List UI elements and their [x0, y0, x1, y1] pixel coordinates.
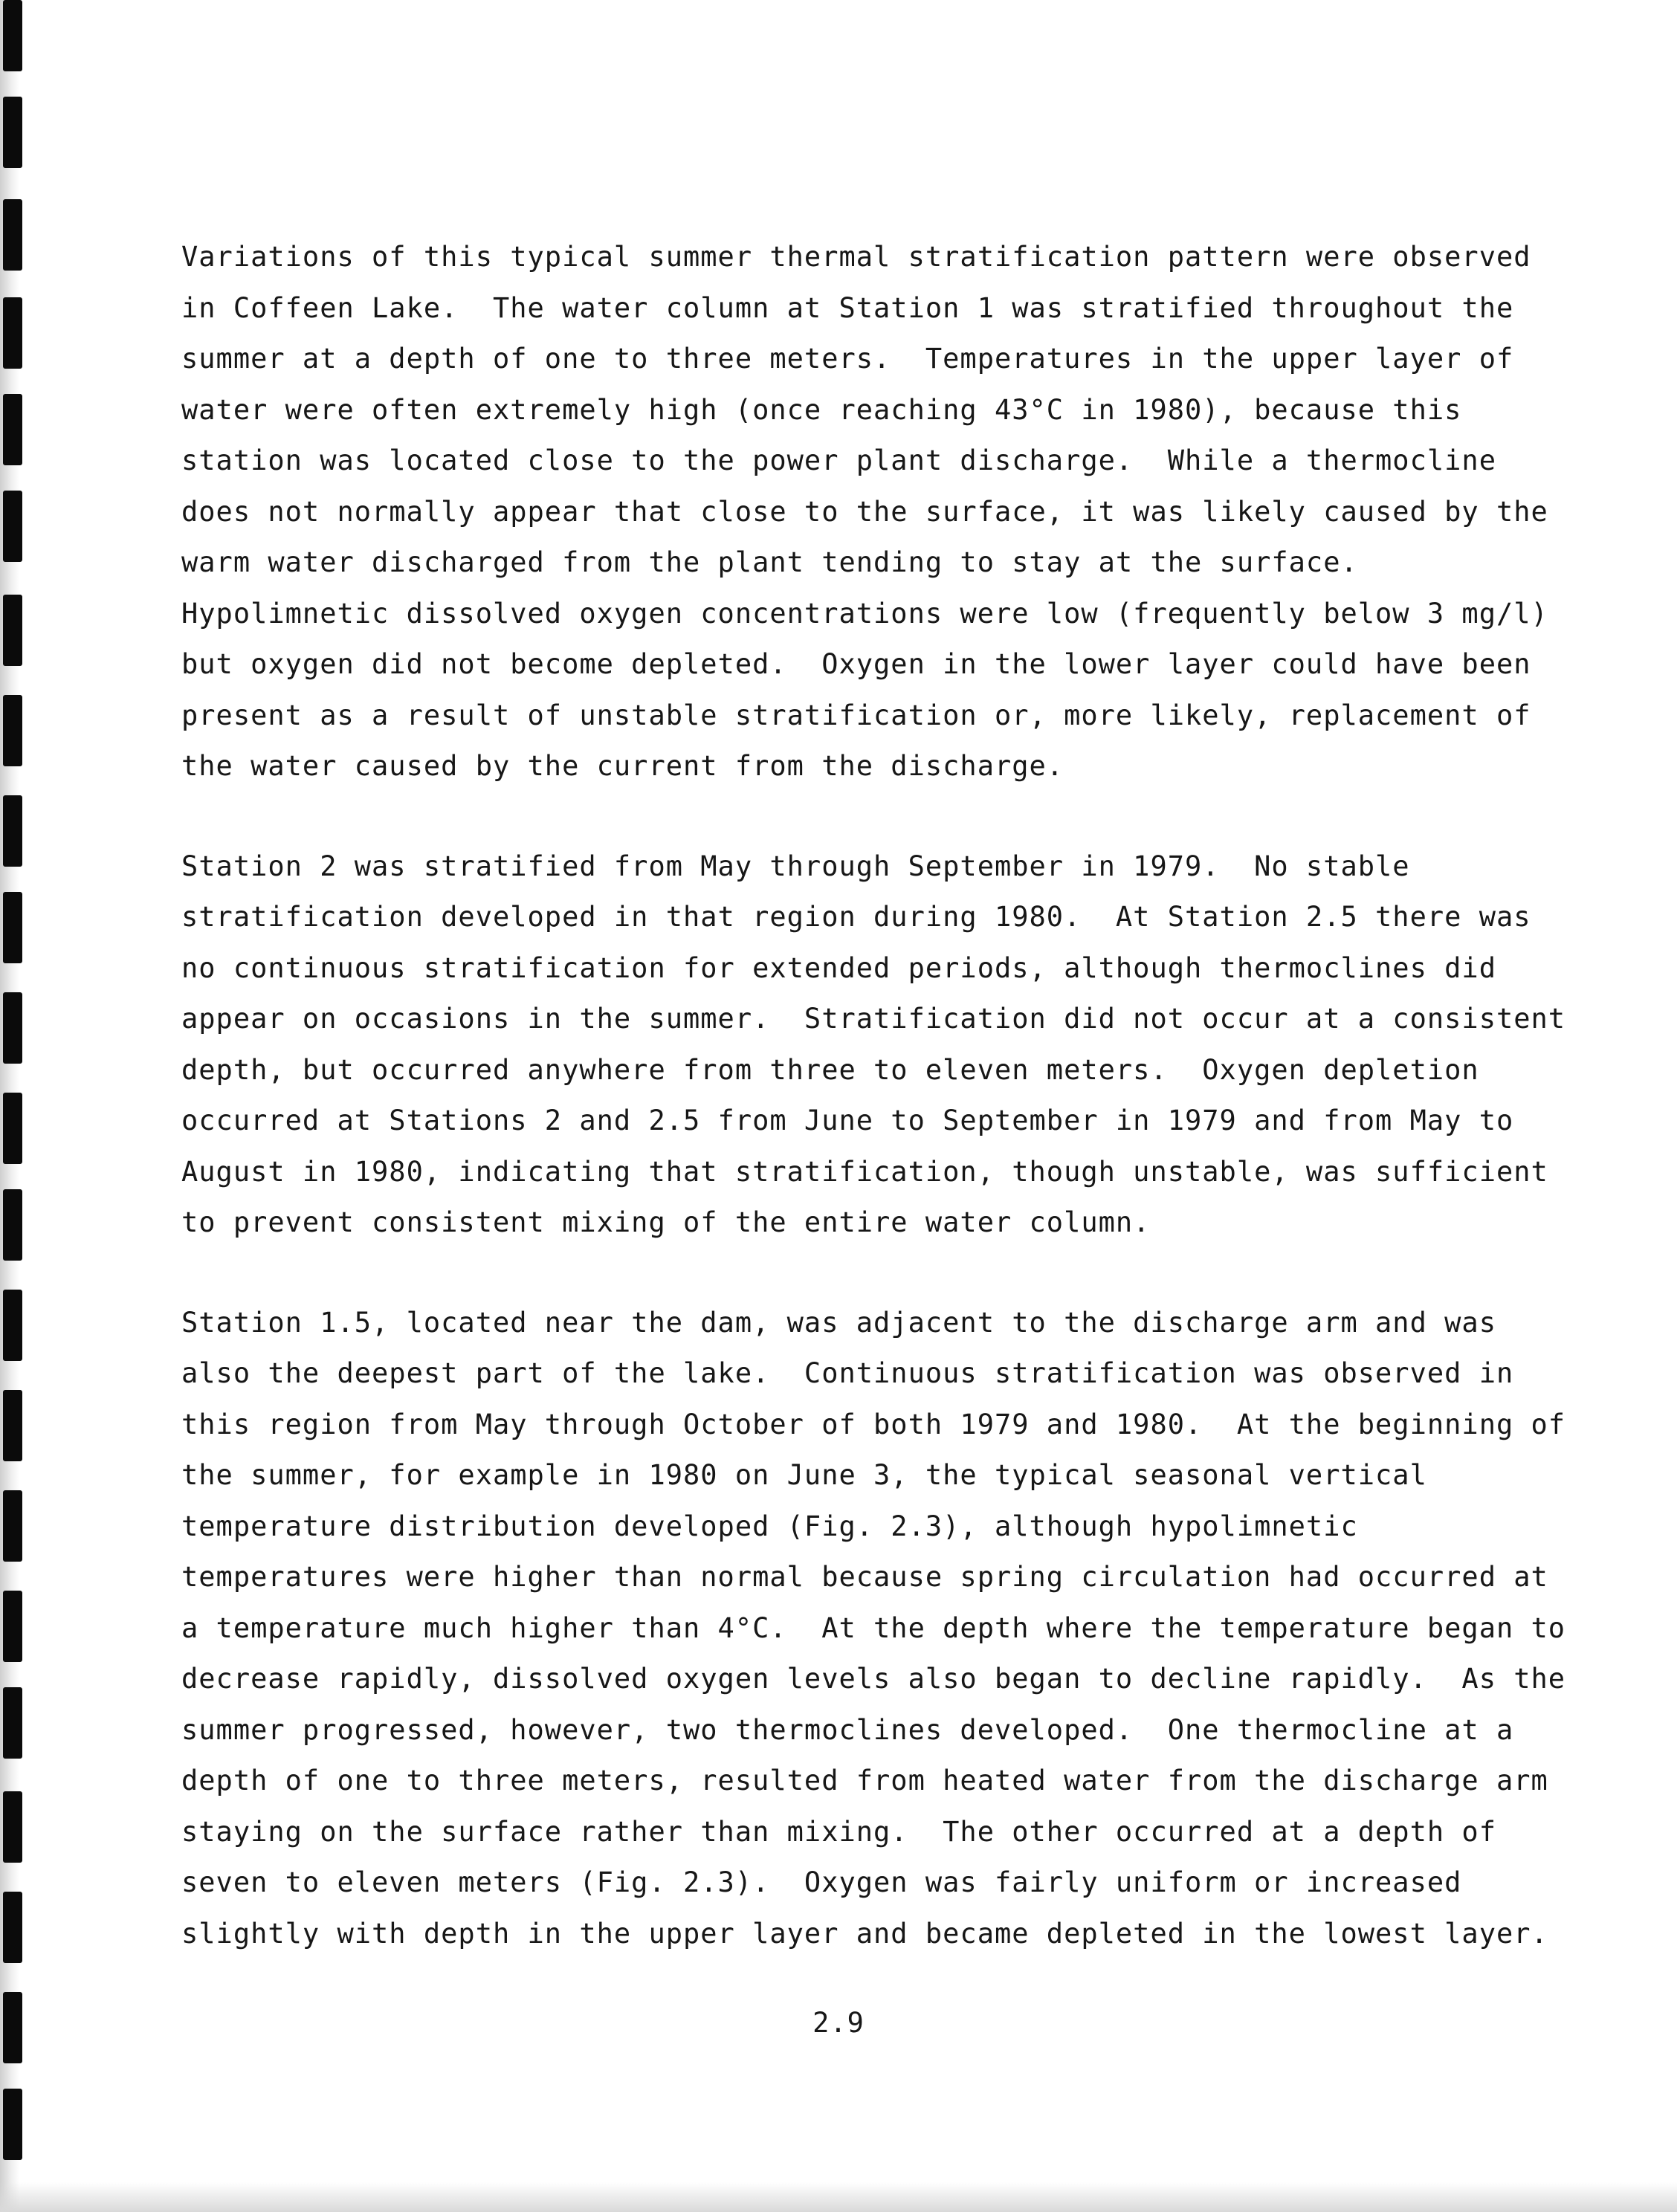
binder-punch-hole — [3, 199, 22, 271]
text-line: summer progressed, however, two thermoclines developed. One thermocline at a — [181, 1713, 1514, 1746]
text-line: this region from May through October of both 1979 and 1980. At the beginning of — [181, 1408, 1566, 1440]
binder-punch-hole — [3, 1390, 22, 1461]
binder-punch-hole — [3, 1687, 22, 1759]
text-line: the summer, for example in 1980 on June 3, the typical seasonal vertical — [181, 1459, 1427, 1491]
text-line: present as a result of unstable stratification or, more likely, replacement of — [181, 699, 1531, 731]
text-line: staying on the surface rather than mixing. The other occurred at a depth of — [181, 1815, 1496, 1848]
text-line: appear on occasions in the summer. Stratification did not occur at a consistent — [181, 1003, 1566, 1035]
text-line: depth, but occurred anywhere from three to eleven meters. Oxygen depletion — [181, 1053, 1479, 1086]
text-line: warm water discharged from the plant tending to stay at the surface. — [181, 546, 1358, 578]
binder-punch-hole — [3, 892, 22, 963]
binder-punch-hole — [3, 0, 22, 71]
text-line: water were often extremely high (once reaching 43°C in 1980), because this — [181, 393, 1462, 426]
text-line: no continuous stratification for extended periods, although thermoclines did — [181, 951, 1496, 984]
binder-punch-hole — [3, 1791, 22, 1863]
text-line: temperatures were higher than normal because spring circulation had occurred at — [181, 1561, 1548, 1593]
binder-punch-hole — [3, 97, 22, 168]
binder-punch-hole — [3, 1892, 22, 1963]
text-line: in Coffeen Lake. The water column at Station 1 was stratified throughout the — [181, 291, 1514, 324]
binder-punch-hole — [3, 1490, 22, 1562]
paragraph-station-2 — [181, 841, 1566, 1249]
text-line: a temperature much higher than 4°C. At the depth where the temperature began to — [181, 1611, 1566, 1644]
text-line: Station 1.5, located near the dam, was adjacent to the discharge arm and was — [181, 1306, 1496, 1339]
paragraph-station-1-5 — [181, 1298, 1566, 1960]
binder-punch-hole — [3, 1189, 22, 1261]
binder-punch-hole — [3, 595, 22, 666]
page-body — [181, 232, 1566, 2008]
binder-punch-hole — [3, 491, 22, 562]
text-line: station was located close to the power plant discharge. While a thermocline — [181, 444, 1496, 476]
text-line: slightly with depth in the upper layer and became depleted in the lowest layer. — [181, 1917, 1548, 1950]
text-line: depth of one to three meters, resulted from heated water from the discharge arm — [181, 1765, 1548, 1797]
scan-shadow — [0, 2182, 1677, 2212]
text-line: summer at a depth of one to three meters. Temperatures in the upper layer of — [181, 343, 1514, 375]
punch-holes — [3, 0, 22, 2212]
text-line: to prevent consistent mixing of the entire water column. — [181, 1206, 1151, 1238]
binder-punch-hole — [3, 1093, 22, 1164]
binder-punch-hole — [3, 1290, 22, 1361]
text-line: but oxygen did not become depleted. Oxygen in the lower layer could have been — [181, 648, 1531, 680]
text-line: the water caused by the current from the discharge. — [181, 750, 1064, 782]
text-line: Station 2 was stratified from May through September in 1979. No stable — [181, 850, 1410, 882]
text-line: decrease rapidly, dissolved oxygen levels also began to decline rapidly. As the — [181, 1663, 1566, 1695]
binder-punch-hole — [3, 297, 22, 369]
text-line: Variations of this typical summer thermal stratification pattern were observed — [181, 241, 1531, 273]
binder-punch-hole — [3, 394, 22, 465]
binder-punch-hole — [3, 2089, 22, 2160]
text-line: seven to eleven meters (Fig. 2.3). Oxygen was fairly uniform or increased — [181, 1866, 1462, 1898]
text-line: temperature distribution developed (Fig. 2.3), although hypolimnetic — [181, 1510, 1358, 1542]
text-line: does not normally appear that close to the surface, it was likely caused by the — [181, 495, 1548, 528]
text-line: also the deepest part of the lake. Continuous stratification was observed in — [181, 1357, 1514, 1389]
binder-punch-hole — [3, 1591, 22, 1662]
text-line: stratification developed in that region during 1980. At Station 2.5 there was — [181, 901, 1531, 933]
text-line: occurred at Stations 2 and 2.5 from June to September in 1979 and from May to — [181, 1105, 1514, 1136]
paragraph-station-1 — [181, 232, 1549, 792]
binder-punch-hole — [3, 695, 22, 766]
page-number: 2.9 — [812, 2007, 865, 2039]
text-line: August in 1980, indicating that stratification, though unstable, was sufficient — [181, 1155, 1548, 1188]
binder-punch-hole — [3, 795, 22, 867]
binder-punch-hole — [3, 992, 22, 1064]
text-line: Hypolimnetic dissolved oxygen concentrations were low (frequently below 3 mg/l) — [181, 597, 1548, 630]
